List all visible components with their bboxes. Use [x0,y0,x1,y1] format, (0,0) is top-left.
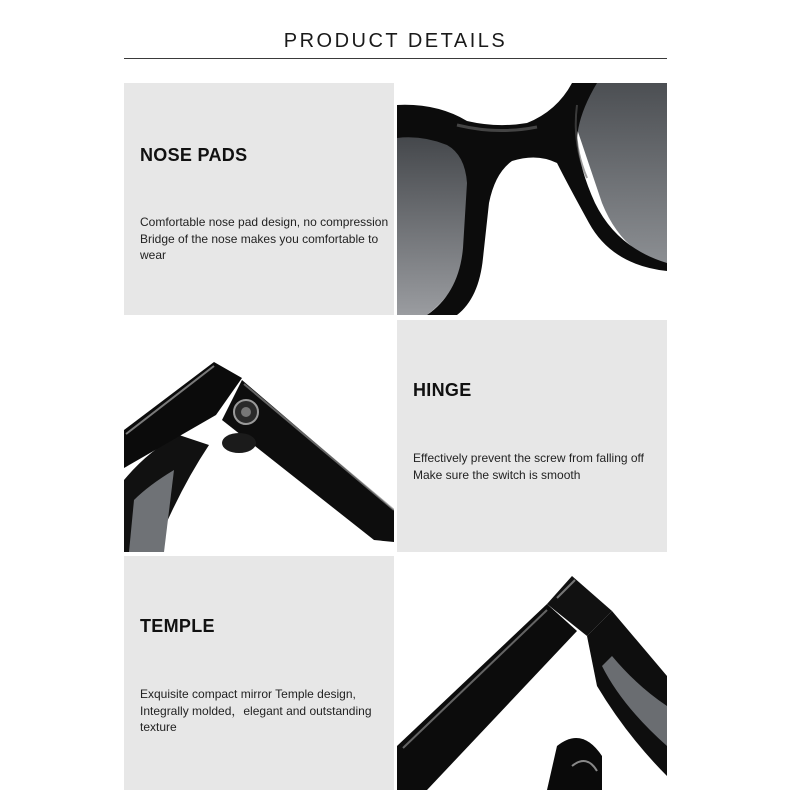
hinge-photo [124,320,394,552]
hinge-title: HINGE [413,380,472,400]
temple-photo [397,556,667,790]
nose-pads-desc-line: wear [140,248,167,262]
nose-pads-photo [397,83,667,315]
hinge-description [413,450,667,483]
page-title: PRODUCT DETAILS [283,30,508,52]
temple-illustration [397,556,667,790]
nose-pads-desc-line: Comfortable nose pad design, no compression [140,215,389,229]
nose-pads-desc-line: Bridge of the nose makes you comfortable to [140,231,379,246]
temple-desc-line: texture [140,720,177,734]
nose-pads-description [140,214,394,264]
hinge-text-panel [397,320,667,552]
temple-text-panel [124,556,394,790]
hinge-desc-line: Make sure the switch is smooth [413,467,581,482]
header-divider [124,58,667,59]
hinge-illustration [124,320,394,552]
nose-bridge-illustration [397,83,667,315]
hinge-desc-line: Effectively prevent the screw from falling off [413,451,644,465]
temple-description [140,686,394,736]
nose-pads-text-panel [124,83,394,315]
temple-title: TEMPLE [140,616,215,636]
temple-desc-line: Integrally molded，elegant and outstanding [140,703,372,718]
temple-desc-line: Exquisite compact mirror Temple design, [140,687,356,701]
nose-pads-title: NOSE PADS [140,145,248,165]
page-header [124,0,667,60]
